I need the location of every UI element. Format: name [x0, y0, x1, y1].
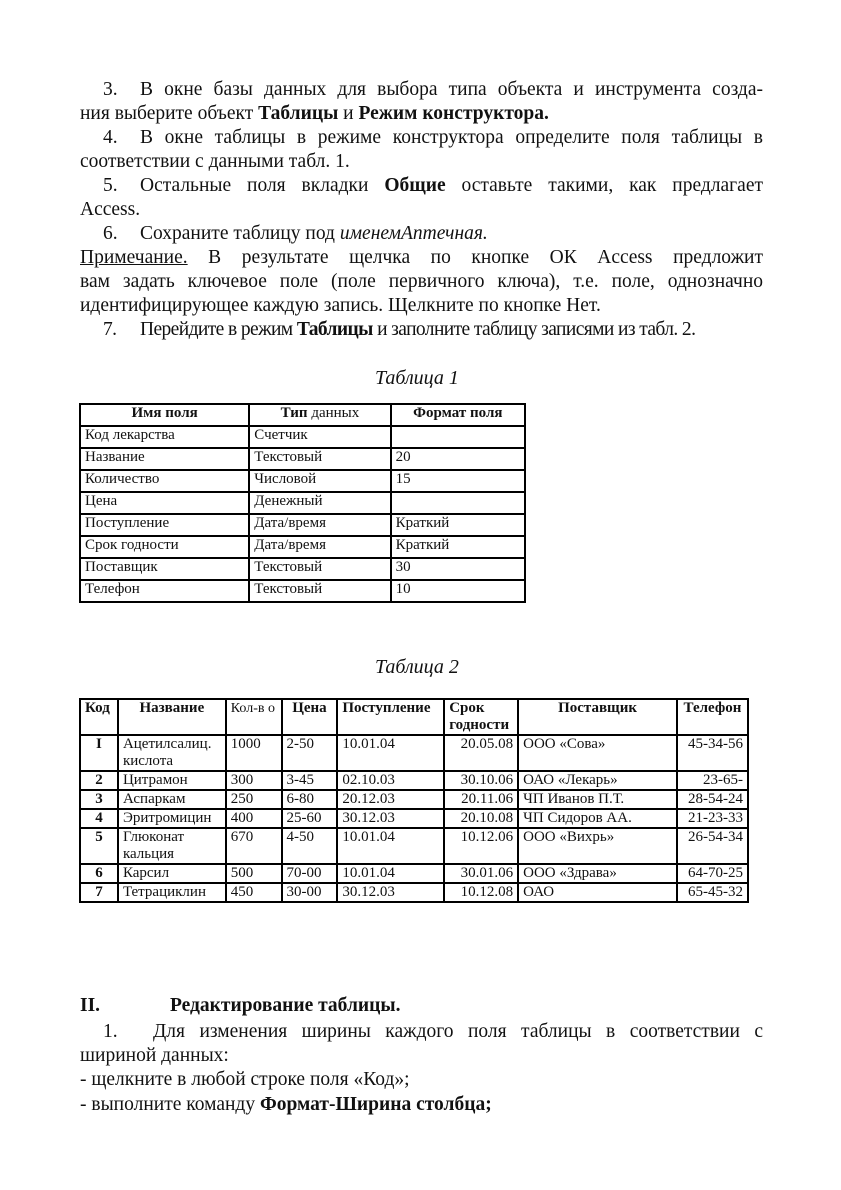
table-1-cell: 10: [391, 580, 525, 602]
table-2-header-cell: Название: [118, 699, 226, 735]
table-2-cell: 21-23-33: [677, 809, 748, 828]
table-2-cell: 65-45-32: [677, 883, 748, 902]
table-2-cell: 20.05.08: [444, 735, 518, 771]
table-2-cell: 3-45: [282, 771, 338, 790]
table-1-cell: Текстовый: [249, 558, 390, 580]
table-1-caption: Таблица 1: [375, 367, 459, 389]
table-1-cell: Поступление: [80, 514, 249, 536]
table-1-row: [80, 492, 525, 514]
table-2-cell: Глюконат кальция: [118, 828, 226, 864]
table-1-cell: Цена: [80, 492, 249, 514]
table-2-cell: 2-50: [282, 735, 338, 771]
table-2-cell: Тетрациклин: [118, 883, 226, 902]
table-1-cell: Текстовый: [249, 448, 390, 470]
table-1-cell: [391, 492, 525, 514]
item-4-line-2: соответствии с данными табл. 1.: [80, 151, 350, 172]
table-1-cell: 30: [391, 558, 525, 580]
table-2-cell: 30.01.06: [444, 864, 518, 883]
table-1-cell: Название: [80, 448, 249, 470]
table-2-header-cell: Цена: [282, 699, 338, 735]
note-line-3: идентифицирующее каждую запись. Щелкните по кнопке Нет.: [80, 295, 601, 316]
table-1-row: [80, 514, 525, 536]
item-5-line-1: 5. Остальные поля вкладки Общие оставьте такими, как предлагает: [103, 175, 763, 196]
table-1-row: [80, 558, 525, 580]
table-1-row: [80, 470, 525, 492]
table-1-cell: Краткий: [391, 536, 525, 558]
table-2-cell: 28-54-24: [677, 790, 748, 809]
table-2-cell: 5: [80, 828, 118, 864]
section-item-1-line-2: шириной данных:: [80, 1045, 229, 1066]
table-2-cell: 250: [226, 790, 282, 809]
table-2-cell: 45-34-56: [677, 735, 748, 771]
table-2-row: [80, 790, 748, 809]
table-2-cell: 6: [80, 864, 118, 883]
table-2-cell: 23-65-: [677, 771, 748, 790]
table-2-cell: 3: [80, 790, 118, 809]
table-2-cell: Карсил: [118, 864, 226, 883]
table-1-header-cell: Тип данных: [249, 404, 390, 426]
table-2-cell: 30-00: [282, 883, 338, 902]
table-2-cell: Эритромицин: [118, 809, 226, 828]
table-2-cell: 25-60: [282, 809, 338, 828]
item-3-line-2: ния выберите объект Таблицы и Режим конструктора.: [80, 103, 549, 124]
note-line-1: Примечание. В результате щелчка по кнопке ОК Access предложит: [80, 247, 763, 268]
item-7-line-1: 7. Перейдите в режим Таблицы и заполните таблицу записями из табл. 2.: [103, 319, 696, 340]
bullet-1: - щелкните в любой строке поля «Код»;: [80, 1069, 410, 1090]
table-1-cell: Счетчик: [249, 426, 390, 448]
table-1-header-cell: Формат поля: [391, 404, 525, 426]
table-2-row: [80, 883, 748, 902]
table-2-cell: 10.01.04: [337, 864, 444, 883]
table-2-cell: 20.10.08: [444, 809, 518, 828]
table-1-row: [80, 448, 525, 470]
table-2-cell: 10.01.04: [337, 735, 444, 771]
table-2-row: [80, 771, 748, 790]
section-title: Редактирование таблицы.: [170, 995, 401, 1016]
table-2-row: [80, 809, 748, 828]
table-2-cell: 300: [226, 771, 282, 790]
bullet-2: - выполните команду Формат-Ширина столбца;: [80, 1094, 492, 1115]
table-2-caption: Таблица 2: [375, 656, 459, 678]
table-2-cell: Цитрамон: [118, 771, 226, 790]
table-2-cell: 20.11.06: [444, 790, 518, 809]
table-2-cell: 30.12.03: [337, 809, 444, 828]
table-2: [79, 698, 749, 903]
table-1-cell: Денежный: [249, 492, 390, 514]
item-6-line-1: 6. Сохраните таблицу под именемАптечная.: [103, 223, 488, 244]
table-2-header-row: [80, 699, 748, 735]
table-2-cell: 6-80: [282, 790, 338, 809]
item-5-line-2: Access.: [80, 199, 141, 220]
table-1-row: [80, 580, 525, 602]
table-2-cell: 02.10.03: [337, 771, 444, 790]
table-2-cell: 1000: [226, 735, 282, 771]
note-line-2: вам задать ключевое поле (поле первичного ключа), т.е. поле, однозначно: [80, 271, 763, 292]
table-2-cell: ОАО: [518, 883, 677, 902]
table-2-cell: ООО «Здрава»: [518, 864, 677, 883]
table-1-cell: Количество: [80, 470, 249, 492]
table-2-cell: 670: [226, 828, 282, 864]
table-1-cell: 20: [391, 448, 525, 470]
table-2-cell: 10.12.08: [444, 883, 518, 902]
table-2-cell: 4-50: [282, 828, 338, 864]
table-1-cell: Краткий: [391, 514, 525, 536]
table-1-header-cell: Имя поля: [80, 404, 249, 426]
item-4-line-1: 4. В окне таблицы в режиме конструктора определите поля таблицы в: [103, 127, 763, 148]
item-3-line-1: 3. В окне базы данных для выбора типа объекта и инструмента созда-: [103, 79, 763, 100]
table-2-cell: ОАО «Лекарь»: [518, 771, 677, 790]
table-2-cell: 400: [226, 809, 282, 828]
table-2-cell: 10.12.06: [444, 828, 518, 864]
table-1-cell: Текстовый: [249, 580, 390, 602]
table-2-header-cell: Кол-в о: [226, 699, 282, 735]
table-2-cell: 500: [226, 864, 282, 883]
table-1-header-row: [80, 404, 525, 426]
table-2-cell: 64-70-25: [677, 864, 748, 883]
table-1-cell: Срок годности: [80, 536, 249, 558]
section-item-1-line-1: 1. Для изменения ширины каждого поля таблицы в соответствии с: [103, 1021, 763, 1042]
table-2-row: [80, 828, 748, 864]
table-1-cell: Дата/время: [249, 514, 390, 536]
section-number: II.: [80, 995, 101, 1016]
table-2-cell: ООО «Сова»: [518, 735, 677, 771]
table-2-cell: Аспаркам: [118, 790, 226, 809]
table-2-cell: Ацетилсалиц. кислота: [118, 735, 226, 771]
table-1-cell: Дата/время: [249, 536, 390, 558]
table-2-cell: 450: [226, 883, 282, 902]
table-2-row: [80, 864, 748, 883]
table-1-cell: [391, 426, 525, 448]
table-2-header-cell: Код: [80, 699, 118, 735]
table-2-header-cell: Телефон: [677, 699, 748, 735]
table-2-header-cell: Поставщик: [518, 699, 677, 735]
table-2-cell: ЧП Иванов П.Т.: [518, 790, 677, 809]
table-2-cell: 30.10.06: [444, 771, 518, 790]
table-1-cell: Поставщик: [80, 558, 249, 580]
table-1-cell: Код лекарства: [80, 426, 249, 448]
table-1-row: [80, 426, 525, 448]
table-2-cell: 26-54-34: [677, 828, 748, 864]
table-2-cell: I: [80, 735, 118, 771]
table-1: [79, 403, 526, 603]
table-1-cell: Числовой: [249, 470, 390, 492]
table-2-header-cell: Поступление: [337, 699, 444, 735]
table-1-cell: Телефон: [80, 580, 249, 602]
table-2-header-cell: Срок годности: [444, 699, 518, 735]
table-2-cell: 30.12.03: [337, 883, 444, 902]
table-2-cell: 4: [80, 809, 118, 828]
table-2-cell: 10.01.04: [337, 828, 444, 864]
table-2-cell: ЧП Сидоров АА.: [518, 809, 677, 828]
table-1-cell: 15: [391, 470, 525, 492]
table-1-row: [80, 536, 525, 558]
table-2-cell: 20.12.03: [337, 790, 444, 809]
table-2-row: [80, 735, 748, 771]
table-2-cell: 2: [80, 771, 118, 790]
table-2-cell: 7: [80, 883, 118, 902]
table-2-cell: 70-00: [282, 864, 338, 883]
table-2-cell: ООО «Вихрь»: [518, 828, 677, 864]
